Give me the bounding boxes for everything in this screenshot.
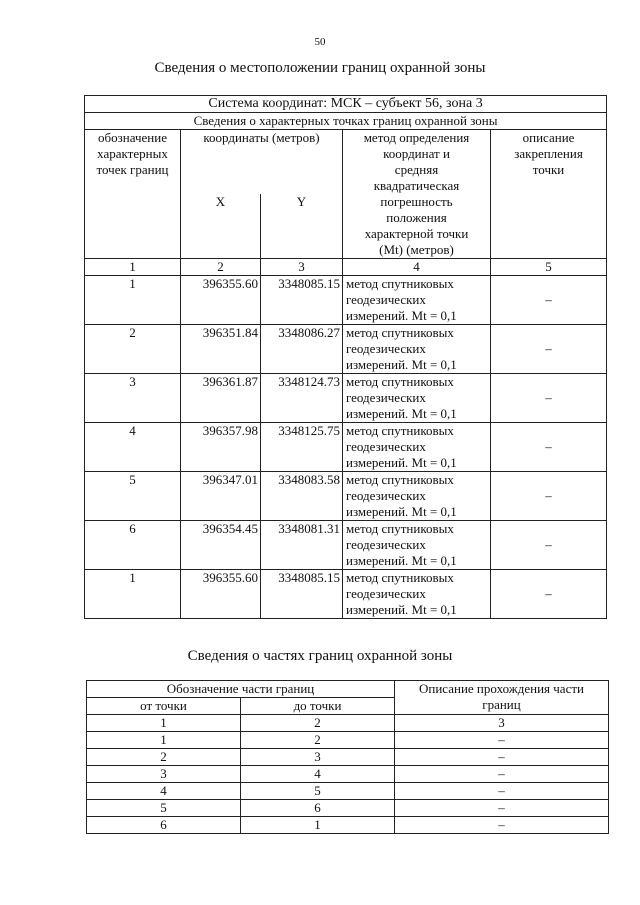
fixation-description-cell: –	[491, 374, 607, 423]
text-line: (Mt) (метров)	[379, 242, 454, 257]
text-line: обозначение	[98, 130, 167, 145]
table-row	[85, 325, 607, 374]
y-coordinate-cell: 3348124.73	[261, 374, 343, 423]
column-number: 1	[87, 715, 241, 732]
text-line: погрешность	[380, 194, 453, 209]
page-number: 50	[314, 36, 326, 48]
text-line: измерений. Mt = 0,1	[346, 406, 457, 421]
x-coordinate-cell: 396357.98	[181, 423, 261, 472]
fixation-description-cell: –	[491, 325, 607, 374]
text-line: измерений. Mt = 0,1	[346, 553, 457, 568]
coordinates-table	[84, 95, 607, 619]
text-line: Описание прохождения части	[419, 681, 584, 696]
method-cell	[343, 472, 491, 521]
to-point-cell: 5	[241, 783, 395, 800]
text-line: метод спутниковых	[346, 570, 454, 585]
point-cell: 3	[85, 374, 181, 423]
text-line: измерений. Mt = 0,1	[346, 308, 457, 323]
table-row	[85, 276, 607, 325]
from-point-cell: 1	[87, 732, 241, 749]
table-row	[85, 423, 607, 472]
x-coordinate-cell: 396361.87	[181, 374, 261, 423]
table-row	[87, 766, 609, 783]
point-cell: 4	[85, 423, 181, 472]
from-point-cell: 4	[87, 783, 241, 800]
to-point-cell: 6	[241, 800, 395, 817]
method-cell	[343, 570, 491, 619]
route-description-cell: –	[395, 783, 609, 800]
text-line: квадратическая	[373, 178, 460, 193]
point-cell: 2	[85, 325, 181, 374]
to-point-cell: 2	[241, 732, 395, 749]
x-header: X	[181, 194, 261, 259]
column-number: 2	[241, 715, 395, 732]
method-cell	[343, 521, 491, 570]
table-row	[85, 374, 607, 423]
route-description-cell: –	[395, 800, 609, 817]
from-point-cell: 6	[87, 817, 241, 834]
y-coordinate-cell: 3348085.15	[261, 276, 343, 325]
coordinates-header: координаты (метров)	[181, 130, 343, 195]
table-row	[87, 817, 609, 834]
text-line: средняя	[394, 162, 439, 177]
text-line: измерений. Mt = 0,1	[346, 357, 457, 372]
y-header: Y	[261, 194, 343, 259]
table-row	[87, 800, 609, 817]
text-line: метод спутниковых	[346, 374, 454, 389]
y-coordinate-cell: 3348083.58	[261, 472, 343, 521]
text-line: измерений. Mt = 0,1	[346, 602, 457, 617]
text-line: характерных	[97, 146, 168, 161]
fixation-description-cell: –	[491, 570, 607, 619]
text-line: метод определения	[363, 130, 470, 145]
text-line: геодезических	[346, 390, 426, 405]
text-line: точки	[532, 162, 565, 177]
text-line: измерений. Mt = 0,1	[346, 504, 457, 519]
from-point-cell: 5	[87, 800, 241, 817]
method-cell	[343, 325, 491, 374]
column-numbers-row	[85, 259, 607, 276]
method-cell	[343, 374, 491, 423]
from-point-header: от точки	[87, 698, 241, 715]
points-info-cell: Сведения о характерных точках границ охранной зоны	[85, 113, 607, 130]
text-line: метод спутниковых	[346, 423, 454, 438]
text-line: метод спутниковых	[346, 472, 454, 487]
table-row	[87, 732, 609, 749]
text-line: геодезических	[346, 488, 426, 503]
to-point-cell: 4	[241, 766, 395, 783]
x-coordinate-cell: 396355.60	[181, 276, 261, 325]
designation-header: Обозначение части границ	[87, 681, 395, 698]
point-cell: 1	[85, 570, 181, 619]
route-description-cell: –	[395, 749, 609, 766]
text-line: геодезических	[346, 292, 426, 307]
text-line: положения	[386, 210, 447, 225]
fixation-description-cell: –	[491, 472, 607, 521]
to-point-cell: 1	[241, 817, 395, 834]
table-row	[87, 749, 609, 766]
coordinate-system-cell: Система координат: МСК – субъект 56, зона 3	[85, 96, 607, 113]
table-row	[85, 521, 607, 570]
text-line: измерений. Mt = 0,1	[346, 455, 457, 470]
point-cell: 5	[85, 472, 181, 521]
table-row	[85, 570, 607, 619]
fixation-description-cell: –	[491, 276, 607, 325]
text-line: метод спутниковых	[346, 521, 454, 536]
from-point-cell: 2	[87, 749, 241, 766]
parts-subtitle: Сведения о частях границ охранной зоны	[187, 648, 453, 664]
table-row	[85, 472, 607, 521]
text-line: геодезических	[346, 439, 426, 454]
parts-column-numbers-row	[87, 715, 609, 732]
text-line: геодезических	[346, 341, 426, 356]
y-coordinate-cell: 3348086.27	[261, 325, 343, 374]
column-number: 3	[261, 259, 343, 276]
fixation-description-cell: –	[491, 423, 607, 472]
text-line: геодезических	[346, 537, 426, 552]
boundary-parts-table	[86, 680, 609, 834]
header-row-1	[85, 130, 607, 195]
column-number: 1	[85, 259, 181, 276]
system-row	[85, 96, 607, 113]
points-info-row	[85, 113, 607, 130]
text-line: метод спутниковых	[346, 276, 454, 291]
method-cell	[343, 423, 491, 472]
method-cell	[343, 276, 491, 325]
x-coordinate-cell: 396354.45	[181, 521, 261, 570]
y-coordinate-cell: 3348085.15	[261, 570, 343, 619]
to-point-cell: 3	[241, 749, 395, 766]
point-cell: 6	[85, 521, 181, 570]
x-coordinate-cell: 396347.01	[181, 472, 261, 521]
route-description-cell: –	[395, 732, 609, 749]
column-number: 3	[395, 715, 609, 732]
y-coordinate-cell: 3348125.75	[261, 423, 343, 472]
x-coordinate-cell: 396355.60	[181, 570, 261, 619]
column-number: 2	[181, 259, 261, 276]
text-line: закрепления	[514, 146, 583, 161]
text-line: границ	[482, 697, 521, 712]
from-point-cell: 3	[87, 766, 241, 783]
fixation-description-cell: –	[491, 521, 607, 570]
description-header	[491, 130, 607, 259]
point-cell: 1	[85, 276, 181, 325]
to-point-header: до точки	[241, 698, 395, 715]
designation-header	[85, 130, 181, 259]
text-line: точек границ	[96, 162, 169, 177]
table-row	[87, 783, 609, 800]
column-number: 4	[343, 259, 491, 276]
text-line: характерной точки	[364, 226, 469, 241]
text-line: метод спутниковых	[346, 325, 454, 340]
text-line: координат и	[383, 146, 450, 161]
column-number: 5	[491, 259, 607, 276]
route-description-header	[395, 681, 609, 715]
page-title: Сведения о местоположении границ охранной зоны	[154, 60, 486, 76]
x-coordinate-cell: 396351.84	[181, 325, 261, 374]
text-line: описание	[522, 130, 575, 145]
method-header	[343, 130, 491, 259]
text-line: геодезических	[346, 586, 426, 601]
parts-header-row-1	[87, 681, 609, 698]
route-description-cell: –	[395, 766, 609, 783]
route-description-cell: –	[395, 817, 609, 834]
y-coordinate-cell: 3348081.31	[261, 521, 343, 570]
